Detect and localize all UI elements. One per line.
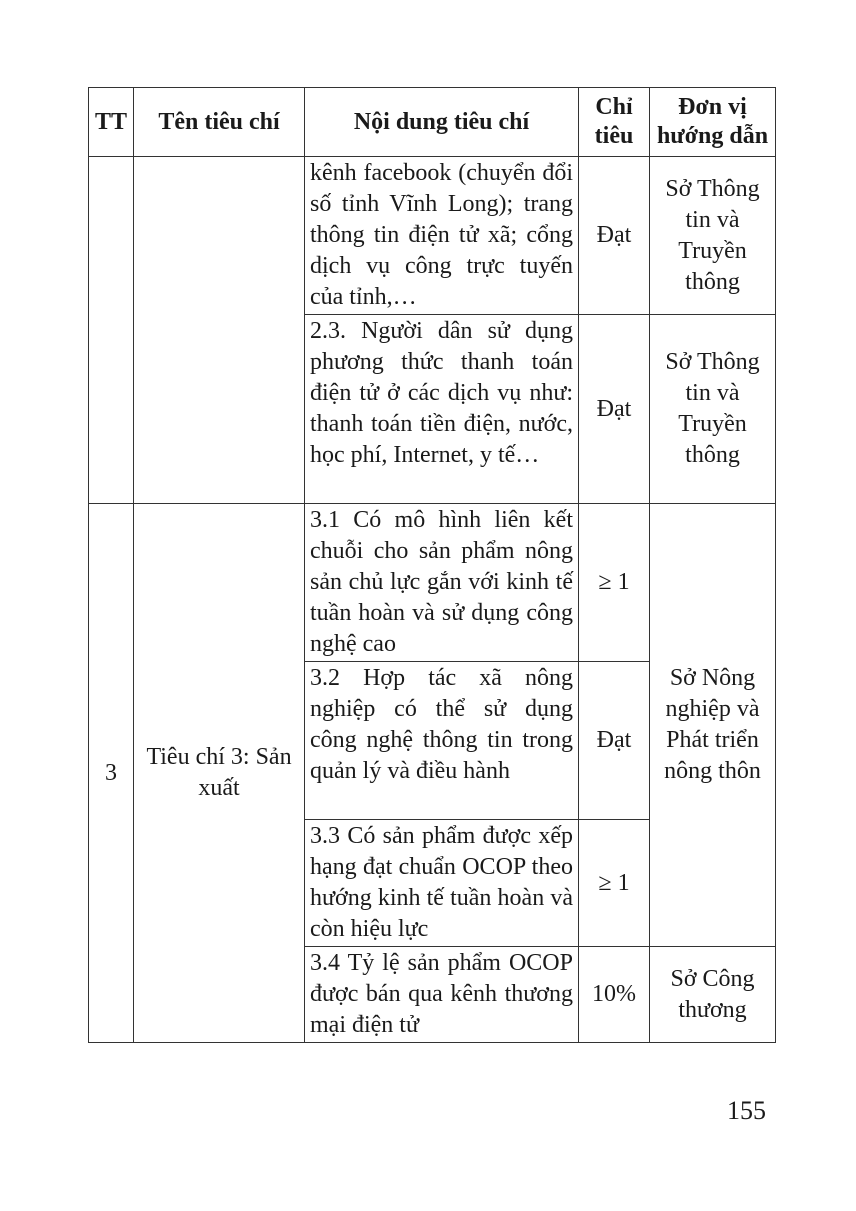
cell-unit: Sở Thông tin và Truyền thông: [650, 157, 776, 315]
criteria-table: [88, 87, 776, 1043]
cell-content: 3.3 Có sản phẩm được xếp hạng đạt chuẩn OCOP theo hướng kinh tế tuần hoàn và còn hiệu lực: [305, 820, 579, 947]
page-number: 155: [727, 1096, 766, 1125]
cell-name-empty: [134, 157, 305, 504]
cell-unit: Sở Công thương: [650, 947, 776, 1043]
header-criterion-name: Tên tiêu chí: [134, 88, 305, 157]
cell-content: kênh facebook (chuyển đổi số tỉnh Vĩnh Long); trang thông tin điện tử xã; cổng dịch vụ công trực tuyến của tỉnh,…: [305, 157, 579, 315]
cell-unit: Sở Nông nghiệp và Phát triển nông thôn: [650, 504, 776, 947]
cell-unit: Sở Thông tin và Truyền thông: [650, 315, 776, 504]
cell-target: Đạt: [579, 315, 650, 504]
header-guiding-unit: Đơn vị hướng dẫn: [650, 88, 776, 157]
table-row: [89, 157, 776, 315]
cell-target: Đạt: [579, 662, 650, 820]
header-tt: TT: [89, 88, 134, 157]
cell-content: 2.3. Người dân sử dụng phương thức thanh toán điện tử ở các dịch vụ như: thanh toán tiền điện, nước, học phí, Internet, y tế…: [305, 315, 579, 504]
cell-target: Đạt: [579, 157, 650, 315]
cell-content: 3.2 Hợp tác xã nông nghiệp có thể sử dụng công nghệ thông tin trong quản lý và điều hành: [305, 662, 579, 820]
cell-content: 3.1 Có mô hình liên kết chuỗi cho sản phẩm nông sản chủ lực gắn với kinh tế tuần hoàn và sử dụng công nghệ cao: [305, 504, 579, 662]
cell-tt-empty: [89, 157, 134, 504]
cell-tt: 3: [89, 504, 134, 1043]
cell-content: 3.4 Tỷ lệ sản phẩm OCOP được bán qua kênh thương mại điện tử: [305, 947, 579, 1043]
table-header-row: [89, 88, 776, 157]
header-criterion-content: Nội dung tiêu chí: [305, 88, 579, 157]
header-target: Chỉ tiêu: [579, 88, 650, 157]
cell-target: 10%: [579, 947, 650, 1043]
cell-target: ≥ 1: [579, 504, 650, 662]
table-row: [89, 504, 776, 662]
cell-target: ≥ 1: [579, 820, 650, 947]
cell-criterion-name: Tiêu chí 3: Sản xuất: [134, 504, 305, 1043]
